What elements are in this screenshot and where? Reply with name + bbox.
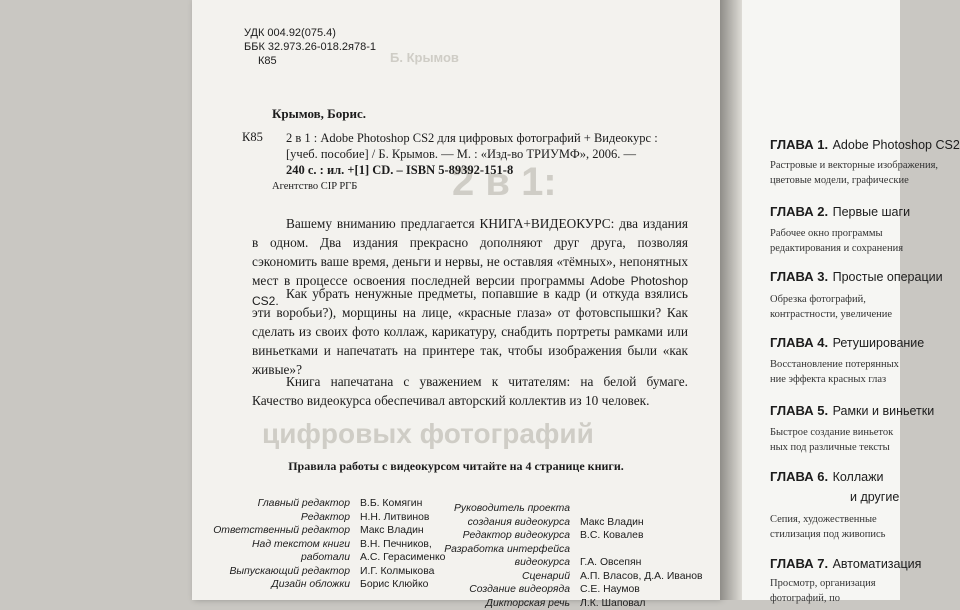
chapter-6-heading-line-2: и другие — [850, 488, 899, 506]
chapter-5-description: Быстрое создание виньеток ных под различные тексты — [770, 425, 893, 455]
chapter-2-description: Рабочее окно программы редактирования и сохранения — [770, 226, 903, 256]
credit-row: видеокурса Г.А. Овсепян — [430, 556, 703, 570]
credit-row: Выпускающий редактор И.Г. Колмыкова — [192, 565, 445, 579]
chapter-4-description: Восстановление потерянных ние эффекта красных глаз — [770, 357, 899, 387]
bbk-code: ББК 32.973.26-018.2я78-1 — [244, 40, 376, 54]
credit-row: Редактор Н.Н. Литвинов — [192, 511, 445, 525]
credit-row: Создание видеоряда С.Е. Наумов — [430, 583, 703, 597]
credit-row: Дикторская речь Л.К. Шаповал — [430, 597, 703, 610]
chapter-3-description: Обрезка фотографий, контрастности, увеличение — [770, 292, 892, 322]
author-mark: К85 — [244, 54, 376, 68]
chapter-6-heading: ГЛАВА 6. Коллажи — [770, 468, 883, 486]
bleed-through-text: Б. Крымов — [390, 50, 459, 65]
credit-row: Сценарий А.П. Власов, Д.А. Иванов — [430, 570, 703, 584]
credit-row: Дизайн обложки Борис Клюйко — [192, 578, 445, 592]
bleed-through-text: 2 в 1: — [452, 160, 557, 205]
chapter-7-heading: ГЛАВА 7. Автоматизация — [770, 555, 921, 573]
credit-row: работали А.С. Герасименко — [192, 551, 445, 565]
chapter-1-description: Растровые и векторные изображения, цветовые модели, графические — [770, 158, 938, 188]
credit-row: Редактор видеокурса В.С. Ковалев — [430, 529, 703, 543]
udk-code: УДК 004.92(075.4) — [244, 26, 376, 40]
catalog-codes — [244, 26, 376, 68]
bleed-through-text: цифровых фотографий — [262, 418, 594, 450]
credit-row: Над текстом книги В.Н. Печников, — [192, 538, 445, 552]
credit-row: Ответственный редактор Макс Владин — [192, 524, 445, 538]
credits-left — [192, 497, 445, 592]
credit-row: создания видеокурса Макс Владин — [430, 516, 703, 530]
chapter-6-description: Сепия, художественные стилизация под живопись — [770, 512, 885, 542]
call-number: К85 — [242, 130, 263, 145]
videocourse-note: Правила работы с видеокурсом читайте на 4 странице книги. — [192, 459, 720, 474]
credits-right — [430, 502, 703, 610]
credit-row: Разработка интерфейса — [430, 543, 703, 557]
chapter-7-description: Просмотр, организация фотографий, по — [770, 576, 876, 606]
annotation-paragraph-2: Как убрать ненужные предметы, попавшие в кадр (и откуда взялись эти воробьи?), морщины на лице, «красные глаза» от фотовспышки? Как сделать из своих фото коллаж, карикатуру, снабдить портреты рамками или виньетками и напечатать на принтере так, чтобы изображения были «как живые»? — [252, 284, 688, 379]
bibliographic-record: 2 в 1 : Adobe Photoshop CS2 для цифровых фотографий + Видеокурс : [учеб. пособие] / Б. Крымов. — М. : «Изд-во ТРИУМФ», 2006. — 240 с. : ил. +[1] CD. – ISBN 5-89392-151-8 — [286, 130, 658, 178]
right-page — [742, 0, 900, 600]
credit-row: Руководитель проекта — [430, 502, 703, 516]
chapter-4-heading: ГЛАВА 4. Ретуширование — [770, 334, 924, 352]
chapter-3-heading: ГЛАВА 3. Простые операции — [770, 268, 943, 286]
book-spine-gap — [720, 0, 742, 600]
chapter-1-heading: ГЛАВА 1. Adobe Photoshop CS2 — [770, 136, 960, 154]
left-page — [192, 0, 720, 600]
annotation-paragraph-1: Вашему вниманию предлагается КНИГА+ВИДЕОКУРС: два издания в одном. Два издания прекрасно дополняют друг друга, позволяя сэкономить ваше время, деньги и нервы, не оставляя «тёмных», непонятных мест в процессе освоения последней версии программы Adobe Photoshop CS2. — [252, 214, 688, 311]
chapter-2-heading: ГЛАВА 2. Первые шаги — [770, 203, 910, 221]
author-name: Крымов, Борис. — [272, 106, 366, 122]
credit-row: Главный редактор В.Б. Комягин — [192, 497, 445, 511]
chapter-5-heading: ГЛАВА 5. Рамки и виньетки — [770, 402, 934, 420]
annotation-paragraph-3: Книга напечатана с уважением к читателям: на белой бумаге. Качество видеокурса обеспечивал авторский коллектив из 10 человек. — [252, 372, 688, 410]
cip-agency: Агентство CIP РГБ — [272, 181, 357, 192]
